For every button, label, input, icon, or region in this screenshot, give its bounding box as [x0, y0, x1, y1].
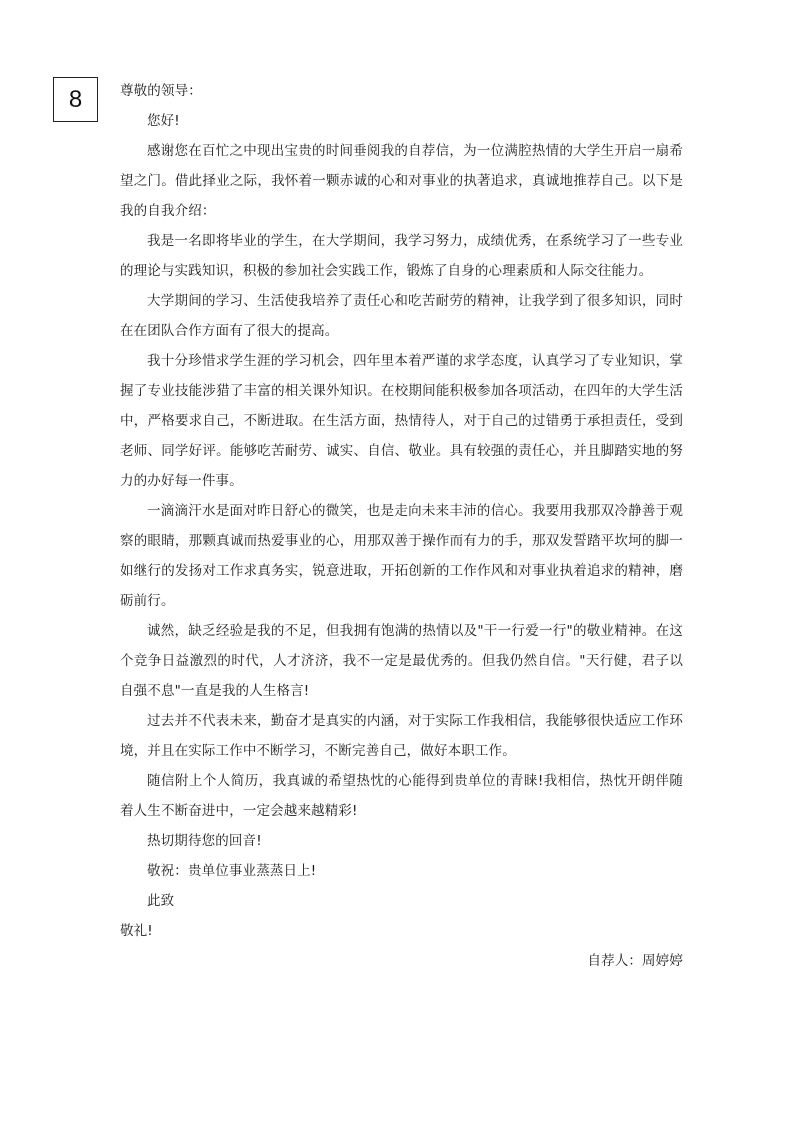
salutation: 尊敬的领导：: [120, 83, 202, 99]
cover-letter: [120, 76, 683, 976]
page-number-box: [53, 77, 98, 122]
regards-line: 敬礼!: [120, 923, 153, 939]
paragraph-thanks: 感谢您在百忙之中现出宝贵的时间垂阅我的自荐信，为一位满腔热情的大学生开启一扇希望之门。借此择业之际，我怀着一颗赤诚的心和对事业的执著追求，真诚地推荐自己。以下是我的自我介绍：: [120, 143, 683, 219]
paragraph-intro: 我是一名即将毕业的学生，在大学期间，我学习努力，成绩优秀，在系统学习了一些专业的理论与实践知识，积极的参加社会实践工作，锻炼了自身的心理素质和人际交往能力。: [120, 233, 683, 279]
paragraph-study: 我十分珍惜求学生涯的学习机会，四年里本着严谨的求学态度，认真学习了专业知识，掌握了专业技能涉猎了丰富的相关课外知识。在校期间能积极参加各项活动，在四年的大学生活中，严格要求自己，不断进取。在生活方面，热情待人，对于自己的过错勇于承担责任，受到老师、同学好评。能够吃苦耐劳、诚实、自信、敬业。具有较强的责任心，并且脚踏实地的努力的办好每一件事。: [120, 353, 683, 489]
closing-line: 此致: [147, 893, 175, 909]
wish-line: 敬祝：贵单位事业蒸蒸日上!: [147, 863, 317, 879]
paragraph-resolve: 一滴滴汗水是面对昨日舒心的微笑，也是走向未来丰沛的信心。我要用我那双冷静善于观察的眼睛，那颗真诚而热爱事业的心，用那双善于操作而有力的手，那双发誓踏平坎坷的脚一如继行的发扬对工作求真务实，锐意进取，开拓创新的工作作风和对事业执着追求的精神，磨砺前行。: [120, 503, 683, 609]
paragraph-future: 过去并不代表未来，勤奋才是真实的内涵，对于实际工作我相信，我能够很快适应工作环境，并且在实际工作中不断学习，不断完善自己，做好本职工作。: [120, 713, 683, 759]
paragraph-university: 大学期间的学习、生活使我培养了责任心和吃苦耐劳的精神，让我学到了很多知识，同时在在团队合作方面有了很大的提高。: [120, 293, 683, 339]
paragraph-resume: 随信附上个人简历，我真诚的希望热忱的心能得到贵单位的青睐!我相信，热忱开朗伴随着人生不断奋进中，一定会越来越精彩!: [120, 773, 683, 819]
signature: 自荐人：周婷婷: [587, 953, 683, 969]
greeting: 您好!: [147, 113, 180, 129]
page-number: 8: [68, 85, 83, 113]
paragraph-confidence: 诚然，缺乏经验是我的不足，但我拥有饱满的热情以及"干一行爱一行"的敬业精神。在这个竞争日益激烈的时代，人才济济，我不一定是最优秀的。但我仍然自信。"天行健，君子以自强不息"一直是我的人生格言!: [120, 623, 683, 699]
paragraph-await: 热切期待您的回音!: [147, 833, 262, 849]
